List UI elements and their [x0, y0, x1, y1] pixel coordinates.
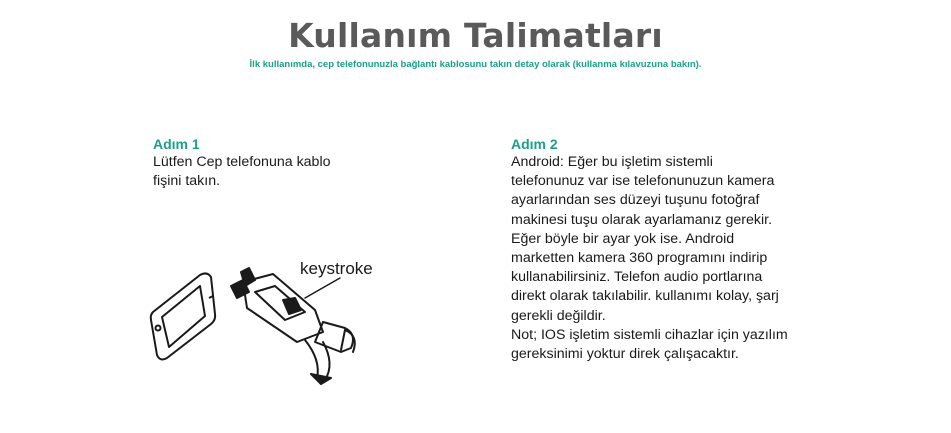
- step2-line: direkt olarak takılabilir. kullanımı kolay, şarj: [511, 288, 779, 305]
- step2-line: Not; IOS işletim sistemli cihazlar için yazılım: [511, 326, 788, 343]
- step2-title: Adım 2: [511, 136, 558, 152]
- page-subtitle: İlk kullanımda, cep telefonunuzla bağlantı kablosunu takın detay olarak (kullanma kılavuzuna bakın).: [249, 59, 702, 70]
- step2-line: ayarlarından ses düzeyi tuşunu fotoğraf: [511, 192, 760, 209]
- step2-line: marketten kamera 360 programını indirip: [511, 250, 768, 267]
- step2-line: gerekli değildir.: [511, 307, 606, 324]
- step2-line: gereksinimi yoktur direk çalışacaktır.: [511, 346, 739, 363]
- step2-line: kullanabilirsiniz. Telefon audio portlarına: [511, 269, 763, 286]
- step2-line: telefonunuz var ise telefonunuzun kamera: [511, 173, 775, 190]
- step1-line: fişini takın.: [153, 173, 221, 190]
- step2-line: makinesi tuşu olarak ayarlamanız gerekir.: [511, 211, 773, 228]
- shutter-remote-icon: [231, 268, 355, 384]
- page-title: Kullanım Talimatları: [288, 16, 663, 55]
- step1-title: Adım 1: [153, 136, 200, 152]
- phone-icon: [151, 273, 215, 359]
- step1-text: [153, 153, 383, 191]
- keystroke-label: keystroke: [300, 259, 373, 278]
- step2-line: Android: Eğer bu işletim sistemli: [511, 154, 713, 170]
- step1-line: Lütfen Cep telefonuna kablo: [153, 154, 331, 170]
- step2-line: Eğer böyle bir ayar yok ise. Android: [511, 230, 735, 247]
- step2-text: [511, 153, 811, 364]
